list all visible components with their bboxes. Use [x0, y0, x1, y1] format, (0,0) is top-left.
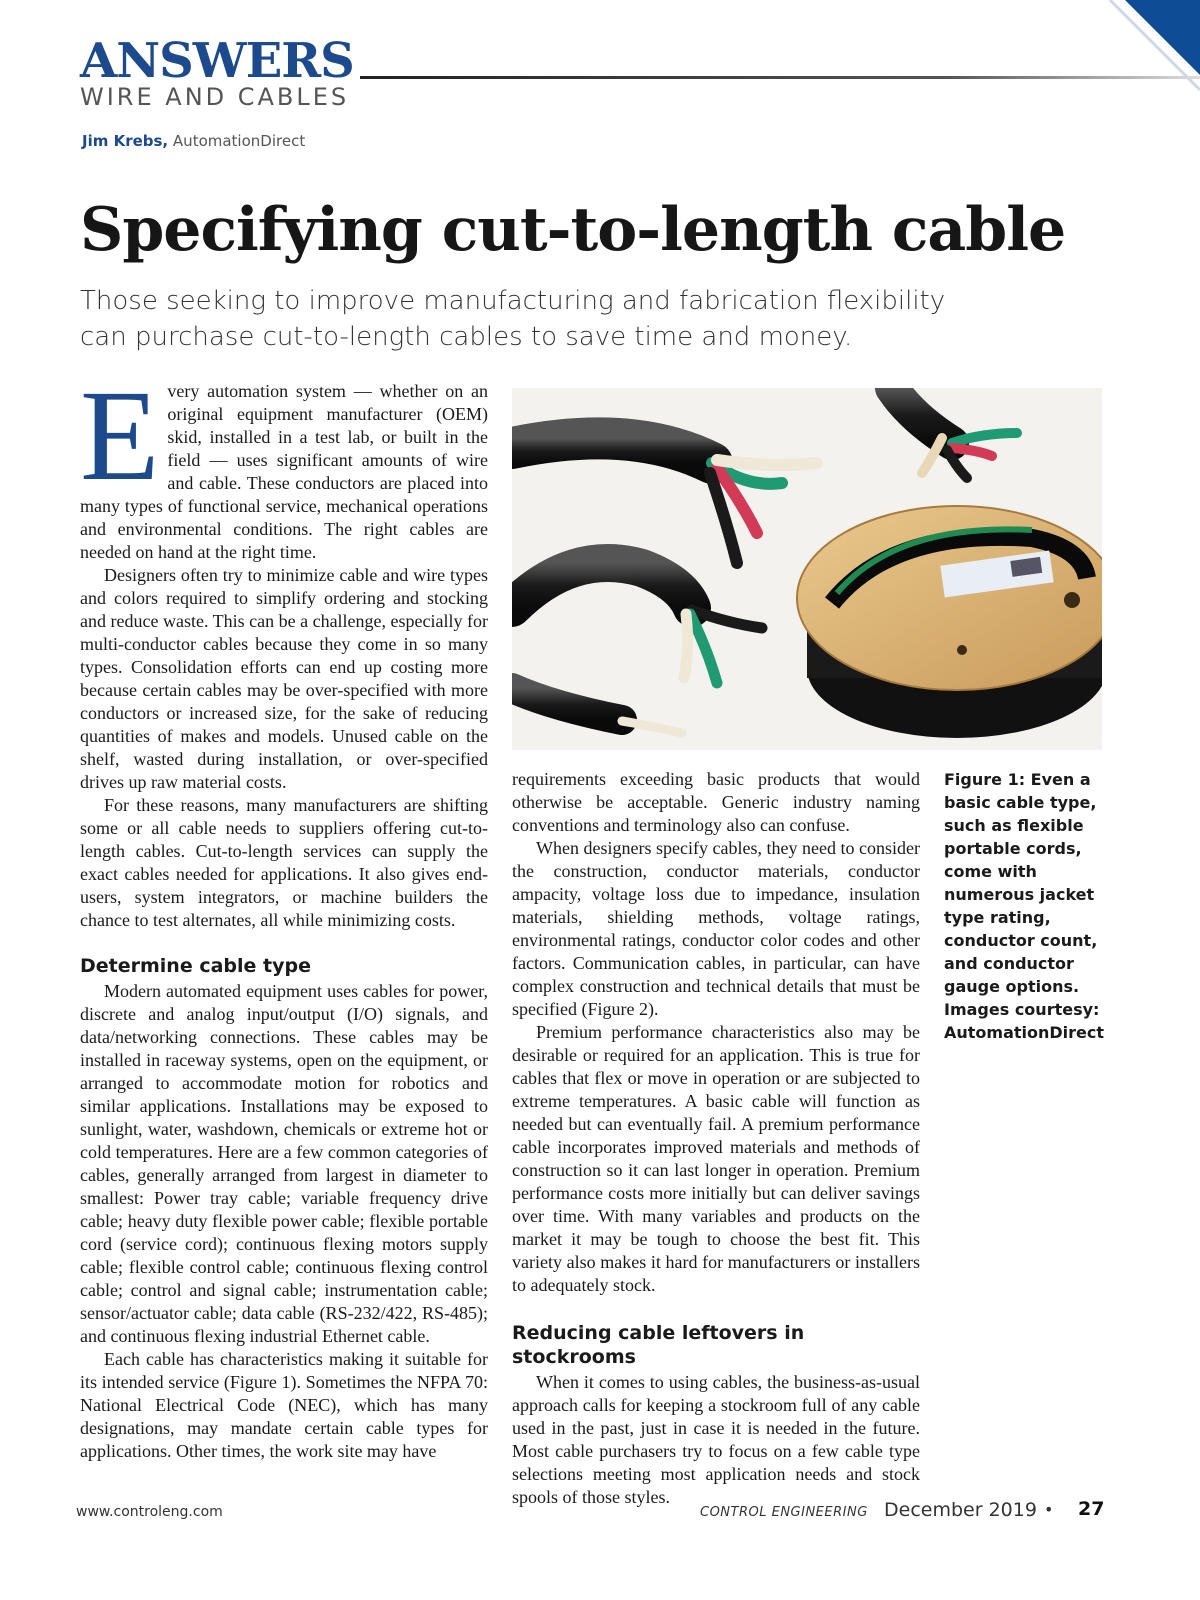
figure-1-photo: [512, 388, 1102, 750]
masthead-rule: [360, 76, 1200, 79]
paragraph: Each cable has characteristics making it suitable for its intended service (Figure 1). Sometimes the NFPA 70: National Electrical Code (NEC), which has many designations, may mandate certain cable types for applications. Other times, the work site may have: [80, 1349, 488, 1461]
paragraph: For these reasons, many manufacturers are shifting some or all cable needs to suppliers offering cut-to-length cables. Cut-to-length services can supply the exact cables needed for applications. It also gives end-users, system integrators, or machine builders the chance to test alternates, all while minimizing costs.: [80, 795, 488, 930]
article-deck: Those seeking to improve manufacturing and fabrication flexibility can purchase cut-to-length cables to save time and money.: [80, 286, 946, 352]
paragraph: Designers often try to minimize cable and wire types and colors required to simplify ordering and stocking and reduce waste. This can be a challenge, especially for multi-conductor cables because they come in so many types. Consolidation efforts can end up costing more because certain cables may be over-specified with more conductors or increased size, for the sake of reducing quantities of makes and models. Unused cable on the shelf, wasted during installation, or over-specified drives up raw material costs.: [80, 565, 488, 792]
article-title: Specifying cut-to-length cable: [80, 195, 1066, 265]
masthead-subtitle: WIRE AND CABLES: [80, 83, 350, 111]
masthead: [80, 33, 1120, 111]
drop-cap: E: [80, 364, 160, 508]
footer-date: December 2019: [884, 1499, 1037, 1521]
figure-caption: Figure 1: Even a basic cable type, such as flexible portable cords, come with numerous jacket type rating, conductor count, and conductor gauge options. Images courtesy: AutomationDirect: [944, 770, 1105, 1042]
section-heading: Reducing cable leftovers in stockrooms: [512, 1322, 805, 1368]
column-middle: [512, 768, 920, 1509]
byline: [82, 132, 305, 150]
footer-url: www.controleng.com: [76, 1504, 223, 1520]
paragraph: When it comes to using cables, the business-as-usual approach calls for keeping a stockroom full of any cable used in the past, just in case it is needed in the future. Most cable purchasers try to focus on a few cable type selections meeting most application needs and stock spools of those styles.: [512, 1372, 920, 1507]
footer-bullet: •: [1044, 1500, 1054, 1519]
paragraph: When designers specify cables, they need to consider the construction, conductor materials, conductor ampacity, voltage loss due to impedance, insulation materials, shielding methods, voltage ratings, environmental ratings, conductor color codes and other factors. Communication cables, in particular, can have complex construction and technical details that must be specified (Figure 2).: [512, 838, 920, 1019]
paragraph: very automation system — whether on an original equipment manufacturer (OEM) skid, installed in a test lab, or built in the field — uses significant amounts of wire and cable. These conductors are placed into many types of functional service, mechanical operations and environmental conditions. The right cables are needed on hand at the right time.: [80, 381, 488, 562]
masthead-title: ANSWERS: [80, 33, 354, 89]
paragraph: Premium performance characteristics also may be desirable or required for an application. This is true for cables that flex or move in operation or are subjected to extreme temperatures. A basic cable will function as needed but can eventually fail. A premium performance cable incorporates improved materials and methods of construction so it can last longer in operation. Premium performance costs more initially but can deliver savings over time. With many variables and products on the market it may be tough to choose the best fit. This variety also makes it hard for manufacturers or installers to adequately stock.: [512, 1022, 920, 1295]
author-name: Jim Krebs,: [82, 132, 169, 150]
paragraph: Modern automated equipment uses cables for power, discrete and analog input/output (I/O) signals, and data/networking connections. These cables may be installed in raceway systems, open on the equipment, or arranged to accommodate motion for robotics and similar applications. Installations may be exposed to sunlight, water, washdown, chemicals or extreme hot or cold temperatures. Here are a few common categories of cables, generally arranged from largest in diameter to smallest: Power tray cable; variable frequency drive cable; heavy duty flexible power cable; flexible portable cord (service cord); continuous flexing motors supply cable; flexible control cable; continuous flexing control cable; control and signal cable; instrumentation cable; sensor/actuator cable; data cable (RS-232/422, RS-485); and continuous flexing industrial Ethernet cable.: [80, 981, 488, 1346]
footer-magazine: CONTROL ENGINEERING: [700, 1505, 868, 1520]
section-heading: Determine cable type: [80, 955, 311, 977]
cables-on-spool-image: [512, 388, 1102, 750]
page-number: 27: [1078, 1498, 1105, 1520]
author-company: AutomationDirect: [172, 132, 306, 150]
paragraph: requirements exceeding basic products that would otherwise be acceptable. Generic industry naming conventions and terminology also can confuse.: [512, 769, 920, 835]
column-left: [80, 364, 488, 1463]
